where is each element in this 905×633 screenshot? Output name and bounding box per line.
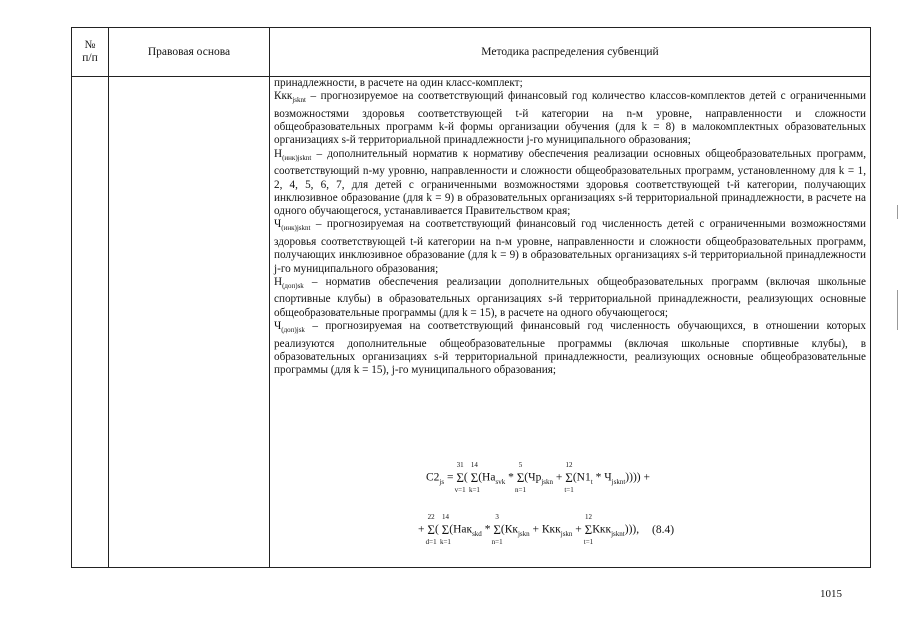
header-legal-basis: Правовая основа (147, 45, 231, 58)
paragraph: $Н_{(инк)jsknt}$ – дополнительный норматив к нормативу обеспечения реализации основных общеобразовательных программ, соответствующий n-му уровню, направленности и сложности общеобразовательных программ, установленному для k = 1, 2, 4, 5, 6, 7, для детей с ограниченными возможностями здоровья соответствующей t-й категории, получающих инклюзивное образование (для k = 9) в образовательных организациях s-й территориальной принадлежности, в расчете на одного обучающегося, устанавливается Правительством края; (274, 147, 866, 218)
subvention-table (71, 27, 871, 568)
paragraph: $Н_{(доп)sk}$ – норматив обеспечения реализации дополнительных общеобразовательных программ (включая школьные спортивные клубы) в образовательных организациях s-й территориальной принадлежности, реализующих основные общеобразовательные программы (для k = 15), в расчете на одного обучающегося; (274, 275, 866, 319)
formula-line-2: + Σ 22 d=1 ( Σ 14 k=1 (Нак$_{skd}$ * Σ 3 n=1 ($Кк_{jskn} + Ккк_{jskn} + \Sigma$ 12 t=1 Ккк$_{jsknt}$))), (8.4) (418, 513, 675, 546)
scan-artifact (897, 290, 898, 330)
header-methodology: Методика распределения субвенций (481, 45, 659, 58)
paragraph: $Ч_{(доп)jsk}$ – прогнозируемая на соответствующий финансовый год численность обучающихся, в отношении которых реализуются дополнительные общеобразовательные программы (включая школьные спортивные клубы), в образовательных организациях s-й территориальной принадлежности, реализующих основные общеобразовательные программы (для k = 15), j-го муниципального образования; (274, 319, 866, 377)
paragraph: $Ч_{(инк)jsknt}$ – прогнозируемая на соответствующий финансовый год численность детей с ограниченными возможностями здоровья соответствующей t-й категории на n-м уровне, направленности и сложности общеобразовательных программ, получающих инклюзивное образование (для k = 9) в образовательных организациях s-й территориальной принадлежности j-го муниципального образования; (274, 218, 866, 275)
formula-number: (8.4) (651, 523, 675, 536)
formula-line-1: $C2_{js} = \Sigma$ 31 v=1 ( Σ 14 k=1 ($На_{svk}$ * Σ 5 n=1 ($Чр_{jskn} + \Sigma$ 12 t=1 $(N1_t * Ч_{jsknt})$))) + (426, 461, 650, 494)
header-num: № п/п (82, 39, 98, 64)
methodology-text (274, 77, 866, 377)
paragraph: принадлежности, в расчете на один класс-комплект; (274, 77, 523, 89)
paragraph: Ккк$_{jsknt}$ – прогнозируемое на соответствующий финансовый год количество классов-комплектов детей с ограниченными возможностями здоровья соответствующей t-й категории на n-м уровне, направленности и сложности общеобразовательных программ k-й формы организации обучения (для k = 8) в малокомплектных образовательных организациях s-й территориальной принадлежности j-го муниципального образования; (274, 90, 866, 147)
scan-artifact (897, 205, 898, 219)
column-divider (269, 28, 270, 567)
column-divider (108, 28, 109, 567)
page-number: 1015 (820, 588, 842, 600)
